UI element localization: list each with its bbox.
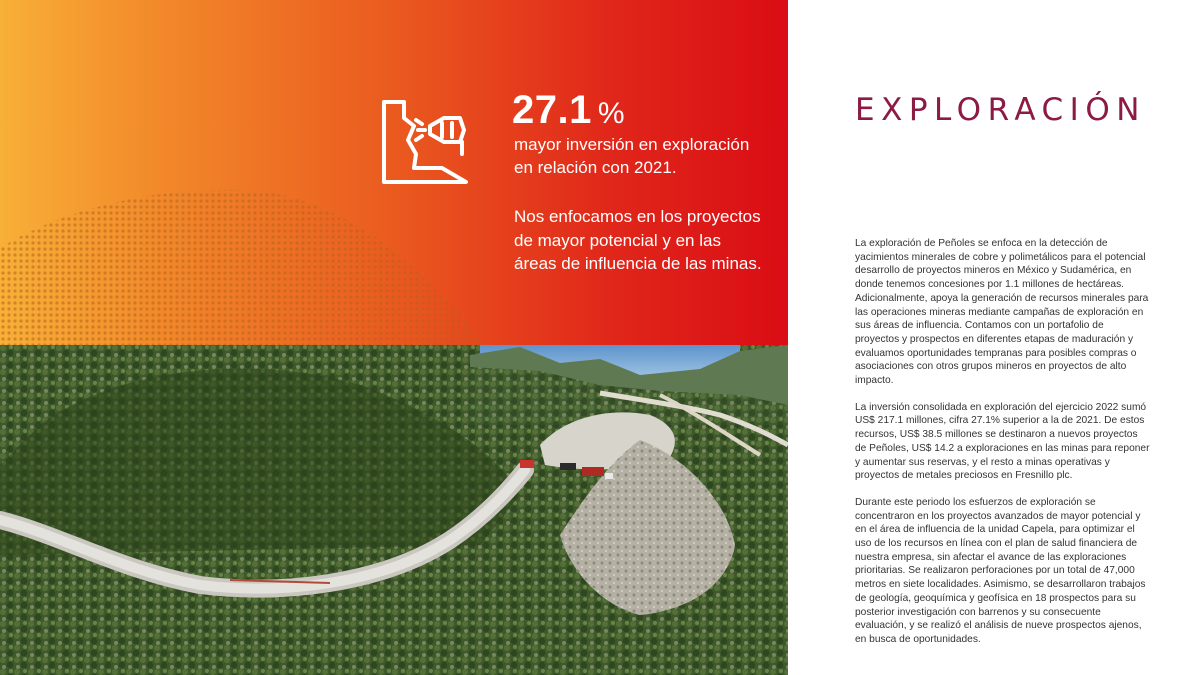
body-text xyxy=(855,237,1150,660)
right-column xyxy=(788,0,1200,675)
hero-banner xyxy=(0,0,788,345)
drill-rock-icon xyxy=(380,96,472,188)
aerial-mine-photo xyxy=(0,345,788,675)
stat-value xyxy=(512,88,625,133)
stat-description: mayor inversión en exploración en relación con 2021. xyxy=(514,135,750,177)
section-title: EXPLORACIÓN xyxy=(855,92,1146,128)
stat-unit: % xyxy=(597,97,626,130)
focus-text: Nos enfocamos en los proyectos de mayor potencial y en las áreas de influencia de las minas. xyxy=(514,207,762,273)
paragraph-investment: La inversión consolidada en exploración del ejercicio 2022 sumó US$ 217.1 millones, cifra 27.1% superior a la de 2021. De estos recursos, US$ 38.5 millones se destinaron a nuevos proyectos de Peñoles, US$ 14.2 a exploraciones en las minas para reponer y aumentar sus reservas, y el resto a minas operativas y proyectos de metales preciosos en Fresnillo plc. xyxy=(855,401,1150,482)
paragraph-efforts: Durante este periodo los esfuerzos de exploración se concentraron en los proyectos avanzados de mayor potencial y en el área de influencia de la unidad Capela, para optimizar el uso de los recursos en línea con el plan de salud financiera de nuestra empresa, sin afectar el avance de las exploraciones prioritarias. Se realizaron perforaciones por un total de 47,000 metros en siete localidades. Asimismo, se desarrollaron trabajos de geología, geoquímica y geofísica en 18 prospectos para su posterior investigación con barrenos y su consecuente evaluación, y se realizó el análisis de nueve prospectos ajenos, en busca de oportunidades. xyxy=(855,496,1146,645)
aerial-mine-illustration xyxy=(0,345,788,675)
paragraph-intro: La exploración de Peñoles se enfoca en la detección de yacimientos minerales de cobre y polimetálicos para el potencial desarrollo de proyectos mineros en México y Sudamérica, en donde tenemos concesiones por 1.1 millones de hectáreas. Adicionalmente, apoya la generación de recursos minerales para las operaciones mineras mediante campañas de exploración en sus áreas de influencia. Contamos con un portafolio de proyectos y prospectos en diferentes etapas de maduración y evaluamos oportunidades tempranas para posibles compras o asociaciones con otros grupos mineros en proyectos de alto impacto. xyxy=(855,238,1149,387)
stat-number-value: 27.1 xyxy=(512,88,592,132)
